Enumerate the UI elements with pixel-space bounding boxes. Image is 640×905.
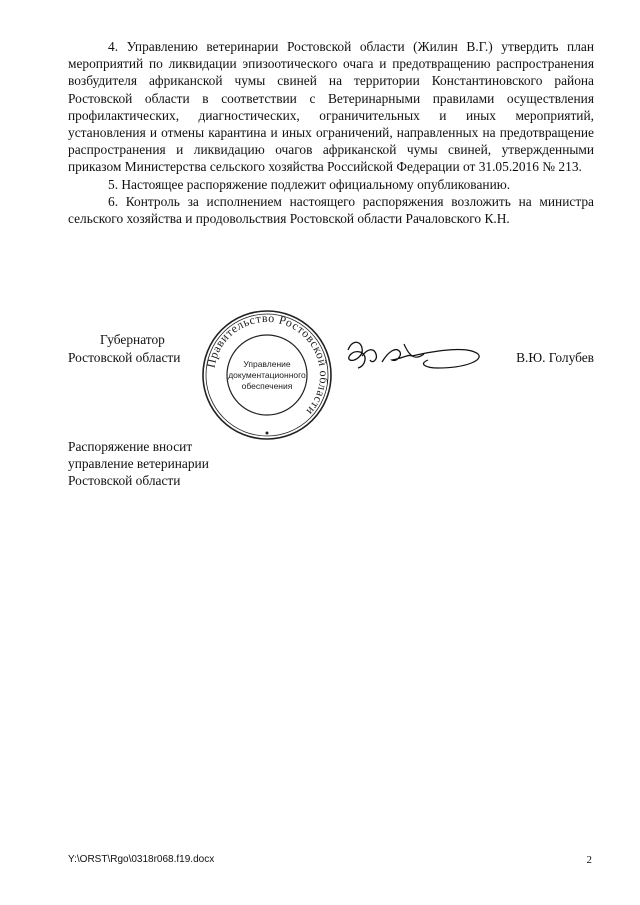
handwritten-signature <box>338 332 488 382</box>
submitter-block <box>68 438 209 490</box>
seal-center-line-1: Управление <box>243 359 291 369</box>
seal-center-line-3: обеспечения <box>241 381 293 391</box>
submitter-line-2: управление ветеринарии <box>68 456 209 472</box>
seal-center-line-2: документационного <box>228 370 306 380</box>
paragraph-4: 4. Управлению ветеринарии Ростовской области (Жилин В.Г.) утвердить план мероприятий по ликвидации эпизоотического очага и предотвращению распространения возбудителя африканской чумы свиней на территории Константиновского района Ростовской области в соответствии с Ветеринарными правилами осуществления профилактических, диагностических, ограничительных и иных мероприятий, установления и отмены карантина и иных ограничений, направленных на предотвращение распространения и ликвидацию очагов африканской чумы свиней, утвержденными приказом Министерства сельского хозяйства Российской Федерации от 31.05.2016 № 213. <box>68 39 594 175</box>
submitter-line-3: Ростовской области <box>68 473 181 489</box>
paragraph-6: 6. Контроль за исполнением настоящего распоряжения возложить на министра сельского хозяйства и продовольствия Ростовской области Рачаловского К.Н. <box>68 193 594 227</box>
submitter-line-1: Распоряжение вносит <box>68 439 193 454</box>
page-number: 2 <box>586 854 592 866</box>
signer-org: Ростовской области <box>68 350 181 365</box>
seal-ring-text: Правительство Ростовской области <box>203 310 332 419</box>
signer-name: В.Ю. Голубев <box>516 350 594 365</box>
official-seal-stamp <box>197 305 337 445</box>
file-path-footer: Y:\ORST\Rgo\0318r068.f19.docx <box>68 854 215 865</box>
document-body <box>68 38 594 227</box>
signer-title: Губернатор <box>100 332 165 347</box>
paragraph-5: 5. Настоящее распоряжение подлежит официальному опубликованию. <box>108 176 511 192</box>
